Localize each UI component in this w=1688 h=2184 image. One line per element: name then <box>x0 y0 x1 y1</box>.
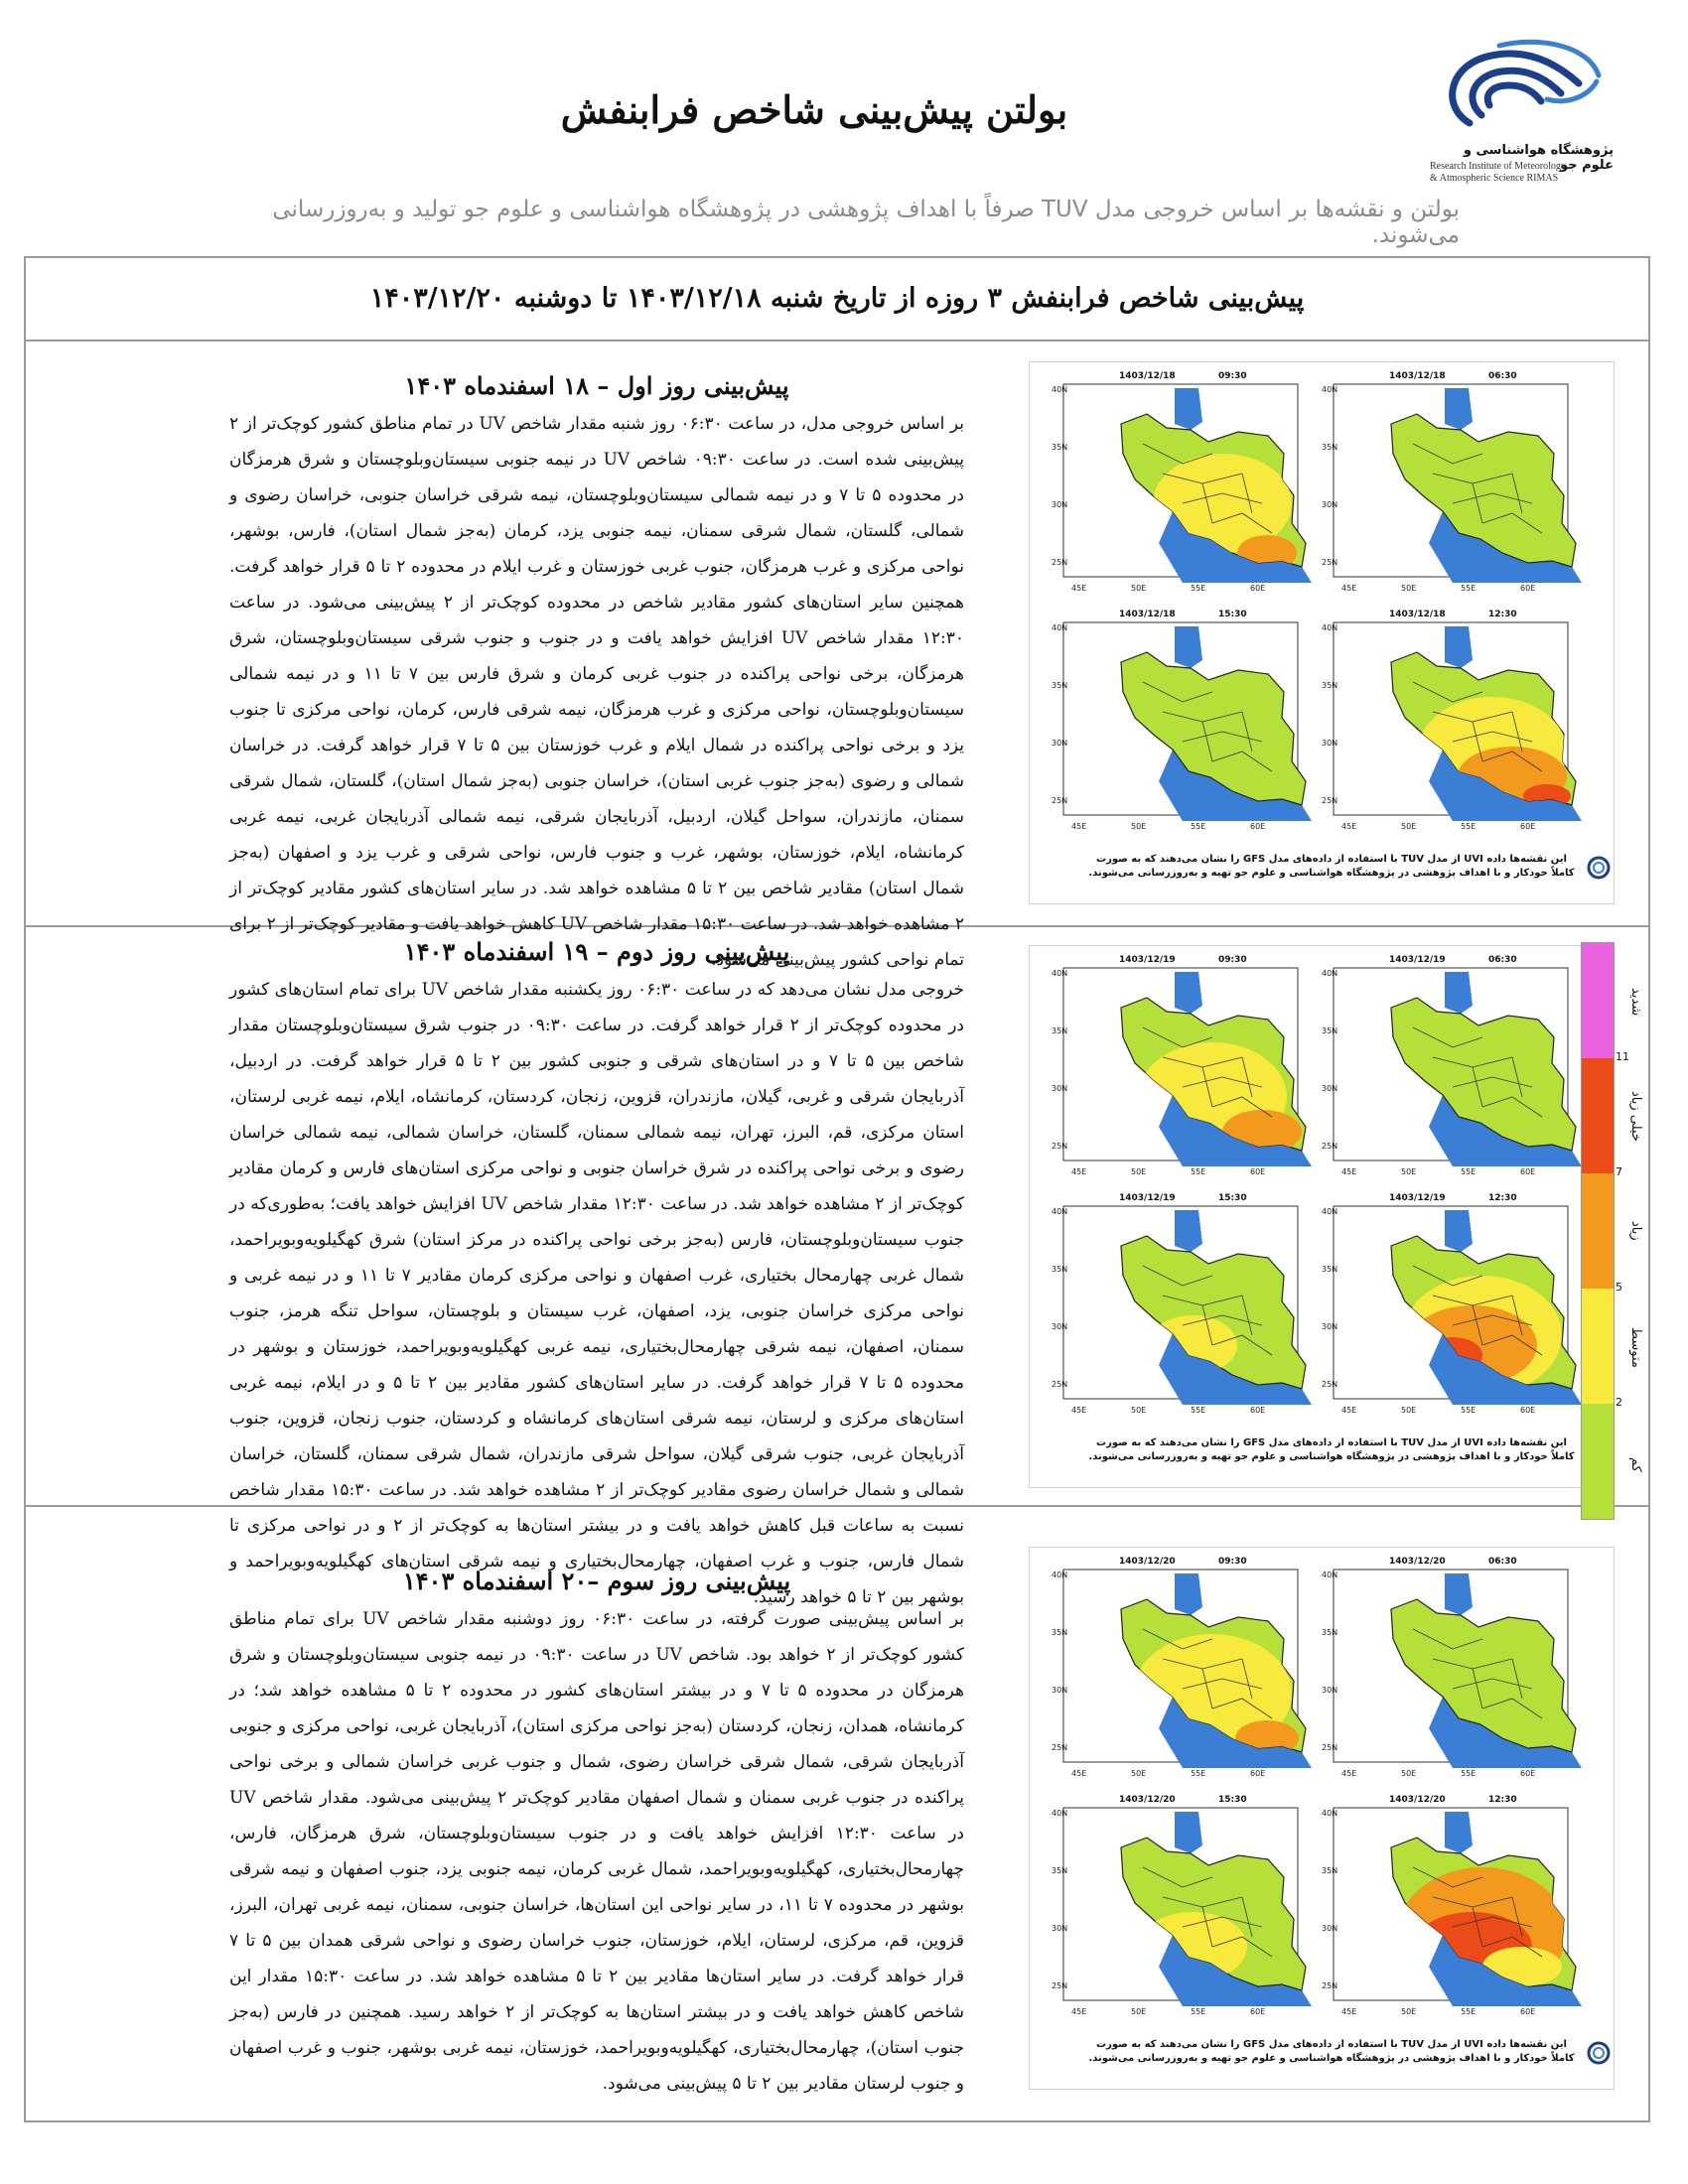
uv-map-svg <box>1320 1552 1584 1784</box>
lon-tick-label: 60E <box>1250 2007 1266 2016</box>
lat-tick-label: 30N <box>1322 1924 1338 1933</box>
map-date-label: 1403/12/18 <box>1119 610 1176 619</box>
lon-tick-label: 60E <box>1250 584 1266 593</box>
map-date-label: 1403/12/19 <box>1389 955 1446 965</box>
lon-tick-label: 45E <box>1071 1769 1087 1778</box>
legend-tick-5: 5 <box>1616 1281 1622 1294</box>
uv-map-svg <box>1050 366 1314 599</box>
lat-tick-label: 40N <box>1322 385 1338 394</box>
legend-moderate-swatch <box>1582 1289 1614 1404</box>
uv-map-svg <box>1320 950 1584 1182</box>
lat-tick-label: 30N <box>1052 739 1068 748</box>
lon-tick-label: 50E <box>1401 584 1417 593</box>
lat-tick-label: 40N <box>1322 969 1338 978</box>
map-date-label: 1403/12/20 <box>1389 1795 1446 1805</box>
uv-map-svg <box>1320 605 1584 837</box>
logo-name-en-line1: Research Institute of Meteorology <box>1430 161 1566 172</box>
legend-extreme-swatch <box>1582 943 1614 1058</box>
lat-tick-label: 25N <box>1052 796 1068 805</box>
lon-tick-label: 50E <box>1131 1167 1147 1176</box>
map-caption <box>1059 2038 1604 2066</box>
map-date-label: 1403/12/19 <box>1119 1193 1176 1203</box>
lat-tick-label: 25N <box>1322 1981 1338 1990</box>
rimas-logo-mark <box>1430 36 1614 140</box>
map-time-label: 15:30 <box>1218 1795 1247 1805</box>
uv-map <box>1050 605 1314 837</box>
lon-tick-label: 60E <box>1520 2007 1536 2016</box>
map-date-label: 1403/12/20 <box>1119 1795 1176 1805</box>
lat-tick-label: 35N <box>1052 1026 1068 1035</box>
lat-tick-label: 40N <box>1052 1809 1068 1818</box>
map-time-label: 06:30 <box>1488 1557 1517 1567</box>
lat-tick-label: 25N <box>1322 558 1338 567</box>
lon-tick-label: 50E <box>1131 822 1147 831</box>
lat-tick-label: 35N <box>1052 1628 1068 1637</box>
map-time-label: 12:30 <box>1488 610 1517 619</box>
uv-map-svg <box>1320 366 1584 599</box>
lon-tick-label: 55E <box>1461 2007 1477 2016</box>
map-caption-line2: کاملاً خودکار و با اهداف پژوهشی در پژوهشگاه هواشناسی و علوم جو تهیه و به‌روزرسانی می‌شوند. <box>1088 1451 1575 1462</box>
lat-tick-label: 25N <box>1052 1142 1068 1151</box>
lon-tick-label: 50E <box>1401 1167 1417 1176</box>
uv-legend <box>1581 942 1643 1520</box>
lat-tick-label: 35N <box>1052 1265 1068 1274</box>
lon-tick-label: 50E <box>1401 2007 1417 2016</box>
lon-tick-label: 55E <box>1461 1406 1477 1415</box>
lat-tick-label: 30N <box>1052 1322 1068 1331</box>
uv-map-svg <box>1320 1188 1584 1421</box>
map-time-label: 12:30 <box>1488 1193 1517 1203</box>
legend-label-low: کم <box>1628 1456 1643 1472</box>
lon-tick-label: 60E <box>1250 1406 1266 1415</box>
lon-tick-label: 60E <box>1520 1769 1536 1778</box>
map-caption <box>1059 1436 1604 1464</box>
lat-tick-label: 35N <box>1322 1026 1338 1035</box>
lon-tick-label: 50E <box>1401 1406 1417 1415</box>
map-caption-line1: این نقشه‌ها داده UVI از مدل TUV با استفاده از داده‌های مدل GFS را نشان می‌دهند که به صورت <box>1096 2039 1567 2050</box>
lon-tick-label: 45E <box>1071 1167 1087 1176</box>
legend-label-very-high: خیلی زیاد <box>1628 1090 1643 1142</box>
map-time-label: 15:30 <box>1218 610 1247 619</box>
lon-tick-label: 55E <box>1461 584 1477 593</box>
lon-tick-label: 50E <box>1131 1406 1147 1415</box>
lon-tick-label: 55E <box>1461 1769 1477 1778</box>
day-3-title: پیش‌بینی روز سوم –۲۰ اسفندماه ۱۴۰۳ <box>402 1567 791 1595</box>
rimas-logo <box>1430 36 1614 195</box>
lat-tick-label: 25N <box>1052 1981 1068 1990</box>
uv-map <box>1320 1188 1584 1421</box>
day-1-body: بر اساس خروجی مدل، در ساعت ۰۶:۳۰ روز شنبه مقدار شاخص UV در تمام مناطق کشور کوچک‌تر از ۲ پیش‌بینی شده است. در ساعت ۰۹:۳۰ شاخص UV در نیمه جنوبی سیستان‌وبلوچستان و شرق هرمزگان در محدوده ۵ تا ۷ و در نیمه شمالی سیستان‌وبلوچستان، نیمه شرقی خراسان جنوبی، خراسان رضوی و شمالی، گلستان، شمال شرقی سمنان، نیمه جنوبی یزد، کرمان (به‌جز شمال استان)، فارس، بوشهر، نواحی مرکزی و غرب هرمزگان، جنوب غربی خوزستان و غرب ایلام در محدوده ۲ تا ۵ قرار خواهد گرفت. همچنین سایر استان‌های کشور مقادیر شاخص در محدوده کوچک‌تر از ۲ پیش‌بینی می‌شود. در ساعت ۱۲:۳۰ مقدار شاخص UV افزایش خواهد یافت و در جنوب و جنوب شرقی سیستان‌وبلوچستان، شرق هرمزگان، برخی نواحی پراکنده در جنوب غربی کرمان و شرق فارس بین ۷ تا ۱۱ و در نیمه شمالی سیستان‌وبلوچستان، نواحی مرکزی و غرب هرمزگان، نیمه شرقی فارس، کرمان، نواحی مرکزی تا جنوب یزد و برخی نواحی پراکنده در شمال ایلام و غرب خوزستان بین ۵ تا ۷ قرار خواهد گرفت. در خراسان شمالی و رضوی (به‌جز جنوب غربی استان)، خراسان جنوبی (به‌جز شمال استان)، گلستان، شمال شرقی سمنان، مازندران، سواحل گیلان، اردبیل، آذربایجان شرقی، نیمه شمالی آذربایجان غربی، نیمه غربی کرمانشاه، ایلام، خوزستان، بوشهر، غرب و جنوب فارس، نواحی شرقی و غرب یزد و اصفهان (به‌جز شمال استان) مقادیر شاخص بین ۲ تا ۵ مشاهده خواهد شد. در سایر استان‌های کشور مقادیر کوچک‌تر از ۲ مشاهده خواهد شد. در ساعت ۱۵:۳۰ مقدار شاخص UV کاهش خواهد یافت و مقادیر کوچک‌تر از ۲ برای تمام نواحی کشور پیش‌بینی می‌شود. <box>229 414 965 970</box>
uv-map <box>1320 605 1584 837</box>
lon-tick-label: 55E <box>1191 1769 1206 1778</box>
legend-label-extreme: شدید <box>1628 987 1643 1017</box>
lat-tick-label: 35N <box>1322 1866 1338 1875</box>
lat-tick-label: 30N <box>1322 739 1338 748</box>
uv-map <box>1320 950 1584 1182</box>
lon-tick-label: 60E <box>1250 1167 1266 1176</box>
lon-tick-label: 45E <box>1071 2007 1087 2016</box>
uv-map <box>1320 366 1584 599</box>
lat-tick-label: 35N <box>1322 1628 1338 1637</box>
bulletin-subtitle: بولتن و نقشه‌ها بر اساس خروجی مدل TUV صرفاً با اهداف پژوهشی در پژوهشگاه هواشناسی و علوم جو تولید و به‌روزرسانی می‌شوند. <box>272 197 1460 248</box>
day-2-body: خروجی مدل نشان می‌دهد که در ساعت ۰۶:۳۰ روز یکشنبه مقدار شاخص UV برای تمام استان‌های کشور در محدوده کوچک‌تر از ۲ قرار خواهد گرفت. در ساعت ۰۹:۳۰ در جنوب شرق سیستان‌وبلوچستان مقدار شاخص بین ۵ تا ۷ و در استان‌های شرقی و جنوبی کشور بین ۲ تا ۵ قرار خواهد گرفت. در اردبیل، آذربایجان شرقی و غربی، گیلان، مازندران، قزوین، زنجان، کردستان، کرمانشاه، ایلام، نیمه غربی لرستان، استان مرکزی، قم، البرز، تهران، نیمه شمالی سمنان، گلستان، خراسان شمالی، نیمه شمالی خراسان رضوی و برخی نواحی پراکنده در شرق خراسان جنوبی و نواحی مرکزی استان‌های فارس و کرمان مقادیر کوچک‌تر از ۲ مشاهده خواهد شد. در ساعت ۱۲:۳۰ مقدار شاخص UV افزایش خواهد یافت؛ به‌طوری‌که در جنوب سیستان‌وبلوچستان، فارس (به‌جز برخی نواحی پراکنده در مرکز استان) شرق کهگیلویه‌وبویراحمد، شمال غربی چهارمحال بختیاری، غرب اصفهان و نواحی مرکزی کرمان مقادیر ۷ تا ۱۱ و در نیمه غربی و نواحی مرکزی خراسان جنوبی، یزد، اصفهان، غرب سیستان و بلوچستان، سواحل تنگه هرمز، جنوب سمنان، اصفهان، نیمه شرقی چهارمحال‌بختیاری، نیمه غربی کهگیلویه‌وبویراحمد، خوزستان و بوشهر در محدوده ۵ تا ۷ قرار خواهد گرفت. در سایر استان‌های کشور مقادیر بین ۲ تا ۵ و در ایلام، نیمه غربی استان‌های مرکزی و لرستان، نیمه شرقی استان‌های کرمانشاه و کردستان، جنوب زنجان، قزوین، جنوب آذربایجان غربی، جنوب شرقی گیلان، سواحل شرقی مازندران، شمال شرقی سمنان، گلستان، خراسان شمالی و شمال خراسان رضوی مقادیر کوچک‌تر از ۲ مشاهده خواهد شد. در ساعت ۱۵:۳۰ مقدار شاخص نسبت به ساعات قبل کاهش خواهد یافت و در بیشتر استان‌ها به کوچک‌تر از ۲ و در نواحی مرکزی تا شمال فارس، جنوب و غرب اصفهان، چهارمحال‌بختیاری و نیمه شرقی استان‌های کهگیلویه‌وبویراحمد و بوشهر بین ۲ تا ۵ خواهد رسید. <box>229 980 965 1607</box>
uv-map-svg <box>1050 1552 1314 1784</box>
lat-tick-label: 40N <box>1052 969 1068 978</box>
map-time-label: 09:30 <box>1218 955 1247 965</box>
lat-tick-label: 25N <box>1052 1380 1068 1389</box>
day-1-text <box>229 371 964 978</box>
uv-map-svg <box>1050 950 1314 1182</box>
map-time-label: 09:30 <box>1218 1557 1247 1567</box>
lat-tick-label: 30N <box>1052 1084 1068 1093</box>
uv-map <box>1320 1790 1584 2022</box>
legend-tick-2: 2 <box>1616 1396 1622 1409</box>
lat-tick-label: 25N <box>1052 1743 1068 1752</box>
lon-tick-label: 45E <box>1071 584 1087 593</box>
lat-tick-label: 25N <box>1322 1142 1338 1151</box>
lon-tick-label: 55E <box>1461 822 1477 831</box>
map-date-label: 1403/12/19 <box>1389 1193 1446 1203</box>
legend-label-high: زیاد <box>1628 1221 1643 1241</box>
lat-tick-label: 35N <box>1052 681 1068 690</box>
lon-tick-label: 50E <box>1401 822 1417 831</box>
lat-tick-label: 35N <box>1322 443 1338 452</box>
uv-map <box>1050 1188 1314 1421</box>
bulletin-table <box>24 256 1650 2122</box>
lon-tick-label: 45E <box>1341 822 1357 831</box>
lat-tick-label: 30N <box>1322 1084 1338 1093</box>
lon-tick-label: 55E <box>1191 584 1206 593</box>
day-2-map-grid <box>1029 945 1615 1488</box>
map-time-label: 12:30 <box>1488 1795 1517 1805</box>
forecast-period-header: پیش‌بینی شاخص فرابنفش ۳ روزه از تاریخ شنبه ۱۴۰۳/۱۲/۱۸ تا دوشنبه ۱۴۰۳/۱۲/۲۰ <box>26 258 1648 341</box>
day-3-text <box>229 1567 964 2102</box>
lon-tick-label: 45E <box>1341 1769 1357 1778</box>
logo-name-en <box>1430 161 1614 185</box>
lat-tick-label: 35N <box>1052 1866 1068 1875</box>
day-3-body: بر اساس پیش‌بینی صورت گرفته، در ساعت ۰۶:۳۰ روز دوشنبه مقدار شاخص UV برای تمام مناطق کشور کوچک‌تر از ۲ خواهد بود. شاخص UV در ساعت ۰۹:۳۰ در نیمه جنوبی سیستان‌وبلوچستان و شرق هرمزگان در محدوده ۵ تا ۷ و در بیشتر استان‌های کشور در محدوده ۲ تا ۵ مشاهده خواهد شد؛ در کرمانشاه، همدان، زنجان، کردستان (به‌جز نواحی مرکزی استان)، آذربایجان غربی، نواحی مرکزی و جنوبی آذربایجان شرقی، شمال شرقی خراسان رضوی، شمال و جنوب غربی خراسان شمالی و برخی نواحی پراکنده در جنوب غربی سمنان و شمال اصفهان مقادیر کوچک‌تر ۲ پیش‌بینی می‌شود. مقدار شاخص UV در ساعت ۱۲:۳۰ افزایش خواهد یافت و در جنوب سیستان‌وبلوچستان، شرق هرمزگان، فارس، چهارمحال‌بختیاری، کهگیلویه‌وبویراحمد، شمال غربی کرمان، نیمه جنوبی یزد، جنوب اصفهان و نیمه شرقی بوشهر در محدوده ۷ تا ۱۱، در سایر نواحی این استان‌ها، خراسان جنوبی، سمنان، نیمه غربی تهران، البرز، قزوین، قم، مرکزی، لرستان، ایلام، خوزستان، جنوب خراسان رضوی و نواحی شرقی همدان بین ۵ تا ۷ قرار خواهد گرفت. در سایر استان‌ها مقادیر بین ۲ تا ۵ مشاهده خواهد شد. در ساعت ۱۵:۳۰ مقدار این شاخص کاهش خواهد یافت و در بیشتر استان‌ها به کوچک‌تر از ۲ خواهد رسید. همچنین در فارس (به‌جز جنوب استان)، چهارمحال‌بختیاری، کهگیلویه‌وبویراحمد، خوزستان، نیمه غربی بوشهر، جنوب و غرب اصفهان و جنوب لرستان مقادیر بین ۲ تا ۵ پیش‌بینی می‌شود. <box>229 1609 965 2094</box>
caption-logo-icon <box>1586 2040 1612 2066</box>
lat-tick-label: 40N <box>1322 1570 1338 1579</box>
legend-very-high-swatch <box>1582 1058 1614 1173</box>
lon-tick-label: 50E <box>1131 1769 1147 1778</box>
legend-label-moderate: متوسط <box>1628 1326 1643 1368</box>
legend-tick-11: 11 <box>1616 1050 1629 1063</box>
lat-tick-label: 40N <box>1052 1207 1068 1216</box>
lon-tick-label: 45E <box>1341 2007 1357 2016</box>
map-date-label: 1403/12/18 <box>1119 371 1176 381</box>
lat-tick-label: 30N <box>1322 1322 1338 1331</box>
lon-tick-label: 60E <box>1520 1167 1536 1176</box>
uv-map <box>1050 1790 1314 2022</box>
lat-tick-label: 35N <box>1052 443 1068 452</box>
lon-tick-label: 45E <box>1341 1406 1357 1415</box>
lat-tick-label: 35N <box>1322 681 1338 690</box>
lat-tick-label: 30N <box>1322 1686 1338 1695</box>
lat-tick-label: 40N <box>1322 1207 1338 1216</box>
lon-tick-label: 45E <box>1071 822 1087 831</box>
lat-tick-label: 40N <box>1052 385 1068 394</box>
lat-tick-label: 40N <box>1052 1570 1068 1579</box>
lon-tick-label: 45E <box>1071 1406 1087 1415</box>
lon-tick-label: 60E <box>1520 1406 1536 1415</box>
lat-tick-label: 30N <box>1322 500 1338 509</box>
legend-low-swatch <box>1582 1404 1614 1519</box>
uv-map-svg <box>1050 1790 1314 2022</box>
lat-tick-label: 40N <box>1052 623 1068 632</box>
day-2-title: پیش‌بینی روز دوم – ۱۹ اسفندماه ۱۴۰۳ <box>403 937 790 966</box>
map-time-label: 15:30 <box>1218 1193 1247 1203</box>
uv-map-svg <box>1320 1790 1584 2022</box>
lon-tick-label: 45E <box>1341 1167 1357 1176</box>
map-date-label: 1403/12/20 <box>1389 1557 1446 1567</box>
map-date-label: 1403/12/20 <box>1119 1557 1176 1567</box>
uv-map <box>1050 950 1314 1182</box>
uv-map <box>1050 366 1314 599</box>
day-1-title: پیش‌بینی روز اول – ۱۸ اسفندماه ۱۴۰۳ <box>404 371 789 400</box>
map-caption-line1: این نقشه‌ها داده UVI از مدل TUV با استفاده از داده‌های مدل GFS را نشان می‌دهند که به صورت <box>1096 854 1567 865</box>
legend-high-swatch <box>1582 1173 1614 1289</box>
lon-tick-label: 55E <box>1191 1167 1206 1176</box>
lat-tick-label: 30N <box>1052 1924 1068 1933</box>
legend-tick-7: 7 <box>1616 1165 1622 1178</box>
day-3-section <box>26 1507 1648 2118</box>
lon-tick-label: 55E <box>1191 822 1206 831</box>
lat-tick-label: 40N <box>1322 623 1338 632</box>
lon-tick-label: 60E <box>1520 584 1536 593</box>
day-3-map-grid <box>1029 1547 1615 2090</box>
map-date-label: 1403/12/19 <box>1119 955 1176 965</box>
lat-tick-label: 25N <box>1322 1743 1338 1752</box>
lat-tick-label: 35N <box>1322 1265 1338 1274</box>
map-date-label: 1403/12/18 <box>1389 610 1446 619</box>
lon-tick-label: 60E <box>1520 822 1536 831</box>
map-caption-line1: این نقشه‌ها داده UVI از مدل TUV با استفاده از داده‌های مدل GFS را نشان می‌دهند که به صورت <box>1096 1437 1567 1448</box>
day-1-map-grid <box>1029 361 1615 904</box>
lon-tick-label: 60E <box>1250 822 1266 831</box>
logo-name-fa: پژوهشگاه هواشناسی و علوم جو <box>1463 143 1614 173</box>
caption-logo-icon <box>1586 855 1612 881</box>
lat-tick-label: 40N <box>1322 1809 1338 1818</box>
uv-map-svg <box>1050 605 1314 837</box>
map-time-label: 06:30 <box>1488 371 1517 381</box>
map-date-label: 1403/12/18 <box>1389 371 1446 381</box>
lat-tick-label: 25N <box>1322 1380 1338 1389</box>
map-caption <box>1059 853 1604 881</box>
lon-tick-label: 60E <box>1250 1769 1266 1778</box>
lat-tick-label: 25N <box>1052 558 1068 567</box>
lon-tick-label: 45E <box>1341 584 1357 593</box>
uv-map-svg <box>1050 1188 1314 1421</box>
uv-map <box>1050 1552 1314 1784</box>
lon-tick-label: 55E <box>1461 1167 1477 1176</box>
uv-map <box>1320 1552 1584 1784</box>
lat-tick-label: 30N <box>1052 1686 1068 1695</box>
map-time-label: 09:30 <box>1218 371 1247 381</box>
lon-tick-label: 55E <box>1191 1406 1206 1415</box>
lon-tick-label: 50E <box>1131 584 1147 593</box>
bulletin-title: بولتن پیش‌بینی شاخص فرابنفش <box>560 87 1068 132</box>
lat-tick-label: 25N <box>1322 796 1338 805</box>
logo-name-en-line2: & Atmospheric Science RIMAS <box>1430 173 1559 184</box>
map-caption-line2: کاملاً خودکار و با اهداف پژوهشی در پژوهشگاه هواشناسی و علوم جو تهیه و به‌روزرسانی می‌شوند. <box>1088 2053 1575 2064</box>
map-caption-line2: کاملاً خودکار و با اهداف پژوهشی در پژوهشگاه هواشناسی و علوم جو تهیه و به‌روزرسانی می‌شوند. <box>1088 868 1575 879</box>
lon-tick-label: 50E <box>1401 1769 1417 1778</box>
lon-tick-label: 50E <box>1131 2007 1147 2016</box>
map-time-label: 06:30 <box>1488 955 1517 965</box>
lon-tick-label: 55E <box>1191 2007 1206 2016</box>
lat-tick-label: 30N <box>1052 500 1068 509</box>
